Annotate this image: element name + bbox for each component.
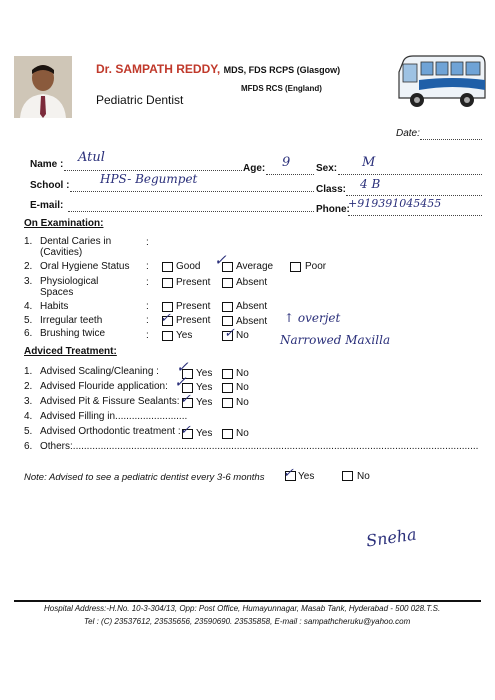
overjet-note: ↑ overjet [284, 311, 341, 325]
colon: : [146, 237, 149, 248]
phone-label: Phone: [316, 204, 350, 215]
age-value: 9 [282, 155, 291, 170]
advised-num: 2. [24, 381, 33, 392]
note-no-checkbox[interactable] [342, 471, 353, 481]
school-label: School : [30, 180, 70, 191]
poor-label: Poor [305, 261, 327, 272]
scaling-no-checkbox[interactable] [222, 369, 233, 379]
spaces-absent-checkbox[interactable] [222, 278, 233, 288]
note-yes-label: Yes [298, 471, 315, 482]
brushing-yes-checkbox[interactable] [162, 331, 173, 341]
phone-value: +919391045455 [348, 197, 442, 210]
no-label: No [236, 368, 249, 379]
footer-contact: Tel : (C) 23537612, 23535656, 23590690. 23535858, E-mail : sampathcheruku@yahoo.com [84, 617, 411, 626]
email-label: E-mail: [30, 200, 64, 211]
advised-scaling: Advised Scaling/Cleaning : [40, 366, 159, 377]
present-label: Present [176, 301, 211, 312]
doctor-qualifications: MDS, FDS RCPS (Glasgow) [223, 65, 341, 75]
exam-item-habits: Habits [40, 301, 69, 312]
colon: : [146, 315, 149, 326]
class-value: 4 B [360, 177, 381, 191]
absent-label: Absent [236, 301, 268, 312]
signature: Sneha [364, 524, 418, 551]
no-label: No [236, 382, 249, 393]
spaces-present-checkbox[interactable] [162, 278, 173, 288]
advised-fluoride: Advised Flouride application: [40, 381, 168, 392]
colon: : [146, 301, 149, 312]
advice-note: Note: Advised to see a pediatric dentist every 3-6 months [24, 472, 265, 483]
check-mark: ✓ [283, 465, 294, 480]
check-mark: ✓ [180, 422, 191, 437]
narrowed-maxilla-note: Narrowed Maxilla [280, 333, 391, 347]
exam-item-cavities: (Cavities) [40, 247, 83, 258]
examination-title: On Examination: [24, 218, 104, 229]
yes-label: Yes [196, 428, 213, 439]
doctor-photo [14, 56, 72, 118]
footer-address: Hospital Address:-H.No. 10-3-304/13, Opp: Post Office, Humayunnagar, Masab Tank, Hyderabad - 500 028.T.S. [44, 604, 441, 613]
advised-num: 4. [24, 411, 33, 422]
present-label: Present [176, 315, 211, 326]
exam-item-num: 5. [24, 315, 33, 326]
good-checkbox[interactable] [162, 262, 173, 272]
exam-item-physiological: Physiological [40, 276, 99, 287]
colon: : [146, 330, 149, 341]
average-label: Average [236, 261, 274, 272]
footer-divider [14, 600, 481, 602]
doctor-name [96, 62, 340, 76]
exam-item-oral-hygiene: Oral Hygiene Status [40, 261, 130, 272]
absent-label: Absent [236, 316, 268, 327]
advised-title: Adviced Treatment: [24, 346, 117, 357]
advised-num: 3. [24, 396, 33, 407]
class-label: Class: [316, 184, 347, 195]
school-value: HPS- Begumpet [100, 172, 198, 186]
date-label: Date: [396, 128, 420, 139]
class-field[interactable] [346, 195, 482, 196]
exam-item-num: 1. [24, 236, 33, 247]
advised-num: 5. [24, 426, 33, 437]
check-mark: ✓ [224, 325, 235, 340]
yes-label: Yes [196, 382, 213, 393]
advised-others: Others:.................................................................................................................................................. [40, 441, 479, 452]
absent-label: Absent [236, 277, 268, 288]
exam-item-num: 2. [24, 261, 33, 272]
poor-checkbox[interactable] [290, 262, 301, 272]
doctor-qualifications-2: MFDS RCS (England) [241, 84, 322, 93]
colon: : [146, 277, 149, 288]
exam-item-num: 4. [24, 301, 33, 312]
name-label: Name : [30, 159, 64, 170]
no-label: No [236, 428, 249, 439]
exam-item-num: 6. [24, 328, 33, 339]
no-label: No [236, 397, 249, 408]
yes-label: Yes [196, 368, 213, 379]
check-mark: ✓ [180, 391, 191, 406]
check-mark: ✓ [214, 252, 227, 269]
check-mark: ✓ [160, 310, 171, 325]
note-no-label: No [357, 471, 370, 482]
habits-absent-checkbox[interactable] [222, 302, 233, 312]
exam-item-brushing: Brushing twice [40, 328, 106, 339]
no-label: No [236, 330, 249, 341]
phone-field[interactable] [348, 215, 482, 216]
present-label: Present [176, 277, 211, 288]
school-bus-icon [393, 50, 487, 116]
yes-label: Yes [196, 397, 213, 408]
check-mark: ✓ [174, 374, 187, 391]
doctor-specialty: Pediatric Dentist [96, 93, 184, 107]
email-field[interactable] [68, 211, 314, 212]
age-label: Age: [243, 163, 266, 174]
date-field[interactable] [420, 139, 482, 140]
exam-item-num: 3. [24, 276, 33, 287]
sex-value: M [362, 155, 376, 170]
doctor-name-text: Dr. SAMPATH REDDY, [96, 62, 221, 76]
exam-item-irregular-teeth: Irregular teeth [40, 315, 103, 326]
advised-orthodontic: Advised Orthodontic treatment : [40, 426, 181, 437]
age-field[interactable] [266, 174, 314, 175]
name-value: Atul [78, 150, 105, 165]
sealants-no-checkbox[interactable] [222, 398, 233, 408]
advised-num: 1. [24, 366, 33, 377]
colon: : [146, 261, 149, 272]
exam-item-spaces: Spaces [40, 287, 74, 298]
school-field[interactable] [70, 191, 314, 192]
good-label: Good [176, 261, 201, 272]
ortho-no-checkbox[interactable] [222, 429, 233, 439]
advised-sealants: Advised Pit & Fissure Sealants: [40, 396, 180, 407]
yes-label: Yes [176, 330, 193, 341]
advised-num: 6. [24, 441, 33, 452]
check-mark: ✓ [176, 359, 189, 376]
sex-label: Sex: [316, 163, 338, 174]
fluoride-no-checkbox[interactable] [222, 383, 233, 393]
name-field[interactable] [64, 170, 242, 171]
exam-item-dental-caries: Dental Caries in [40, 236, 112, 247]
sex-field[interactable] [338, 174, 482, 175]
advised-filling: Advised Filling in.......................... [40, 411, 188, 422]
